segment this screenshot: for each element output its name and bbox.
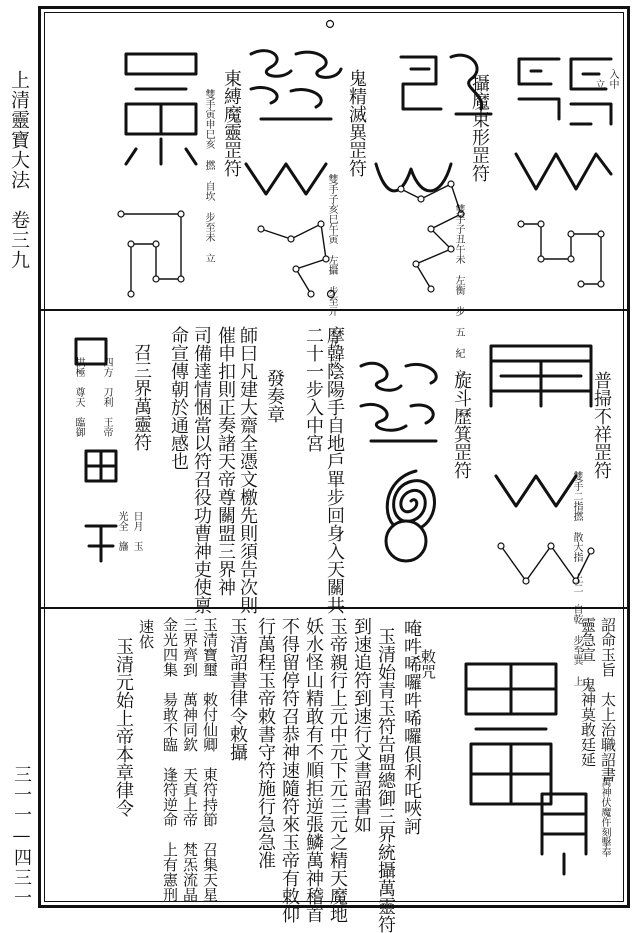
text-col: 金光四集 昜敢不臨 逢符逆命 上有憲刑: [161, 617, 179, 902]
text-col: 玉清元始上帝本章律令: [113, 637, 134, 817]
text-col: 命宣傳朝於通感也: [168, 326, 189, 470]
text-col: 催申扣則正奏諸天帝尊關盟三界神: [215, 326, 236, 596]
step-pattern-4: [491, 461, 601, 521]
text-col: 司備達情悃當以符召役功曹神吏使禀: [191, 326, 212, 614]
left-margin: [0, 0, 38, 915]
page-number: 三一一—四三一: [11, 765, 32, 908]
text-col: 到速追符到速行文書詔書如: [351, 617, 372, 833]
text-col-notes: 雙手子亥巳午寅 左攝 步至亓 二五 立: [326, 174, 337, 368]
text-col-small: 拱極 尊天 臨御: [73, 357, 84, 437]
text-col: 行萬程玉帝敕書守符施行急急准: [255, 617, 276, 869]
text-col: 妖水怪山精敢有不順拒逆張鱗萬神稽首: [303, 617, 324, 923]
text-col: 東縛魔靈罡符: [221, 69, 242, 177]
heading: 敕咒: [419, 649, 437, 679]
seal-glyph-6: [351, 351, 451, 451]
text-col: 鬼精滅異罡符: [346, 69, 367, 177]
text-col-small: 四方 刀利 王帝: [101, 357, 112, 437]
seal-glyph-9: [81, 516, 121, 566]
panel-bottom: [41, 609, 627, 933]
text-col-notes: 雙手子丑午未 左衡 步 五 紀 立: [453, 204, 464, 379]
seal-glyph-11: [534, 784, 594, 879]
text-col-notes: 雙手寅申巳亥 撚 自坎 步至未 立: [203, 89, 214, 263]
seal-glyph-4: [116, 39, 206, 169]
step-diagram-2: [371, 174, 481, 379]
text-col-notes: 雙手二指撚 散大指 上二 自乾 步至巽 上: [571, 471, 582, 686]
seal-glyph-8: [81, 446, 121, 486]
text-col: 攝魔束形罡符: [469, 74, 490, 182]
text-col-small: 日月 玉: [131, 511, 142, 551]
panel-top: [41, 9, 627, 379]
text-col: 摩韓陰陽手自地戶單步回身入天關共: [324, 326, 345, 614]
seal-glyph-1: [511, 39, 621, 134]
text-col: 立: [593, 79, 604, 89]
step-diagram-5: [491, 526, 601, 606]
page-frame: [38, 6, 630, 933]
circle-glyph: [361, 511, 451, 571]
text-col-notes: 萬神伏魔仵刻擊奉: [599, 777, 610, 857]
text-col: 入中: [607, 69, 618, 89]
text-col: 玉清詔書律令敕攝: [227, 617, 248, 761]
text-col: 普掃不祥罡符: [591, 371, 612, 479]
step-diagram-4: [111, 184, 201, 304]
seal-glyph-5: [481, 331, 601, 411]
text-col: 三界齊到 萬神同欽 天真上帝 梵炁流晶: [181, 617, 199, 902]
heading: 發奏章: [264, 369, 285, 423]
text-col: 玉清始青玉符告盟總御三界統攝萬靈符: [375, 627, 396, 933]
text-col: 旋斗歷箕罡符: [451, 371, 472, 479]
text-col: 師曰凡建大齋全憑文檄先則須告次則: [237, 326, 258, 614]
book-title: 上清靈寶大法 卷三九: [8, 70, 30, 270]
text-col: 召三界萬靈符: [131, 343, 152, 451]
text-col-small: 光全 旛: [116, 511, 127, 551]
text-col: 玉帝親行上元中元下元三元之精天魔地: [327, 617, 348, 923]
text-col: 玉清寶璽 敕付仙卿 東符持節 召集天星: [201, 617, 219, 902]
text-col: 不得留停符召恭神速隨符來玉帝有敕仰: [279, 617, 300, 923]
seal-glyph-3: [241, 39, 351, 134]
text-col: 唵吽唏囉吽唏囉俱利吒唊訶: [401, 619, 422, 835]
step-diagram-1: [511, 209, 621, 299]
text-col: 詔命玉旨 太上治職詔書: [599, 617, 617, 782]
text-col: 二十一步入中宮: [303, 326, 324, 452]
text-col: 靈急宣 鬼神莫敢廷延: [579, 617, 597, 767]
text-col: 速依: [137, 619, 155, 649]
step-pattern-1: [511, 144, 621, 204]
circle-mark: [325, 19, 335, 29]
